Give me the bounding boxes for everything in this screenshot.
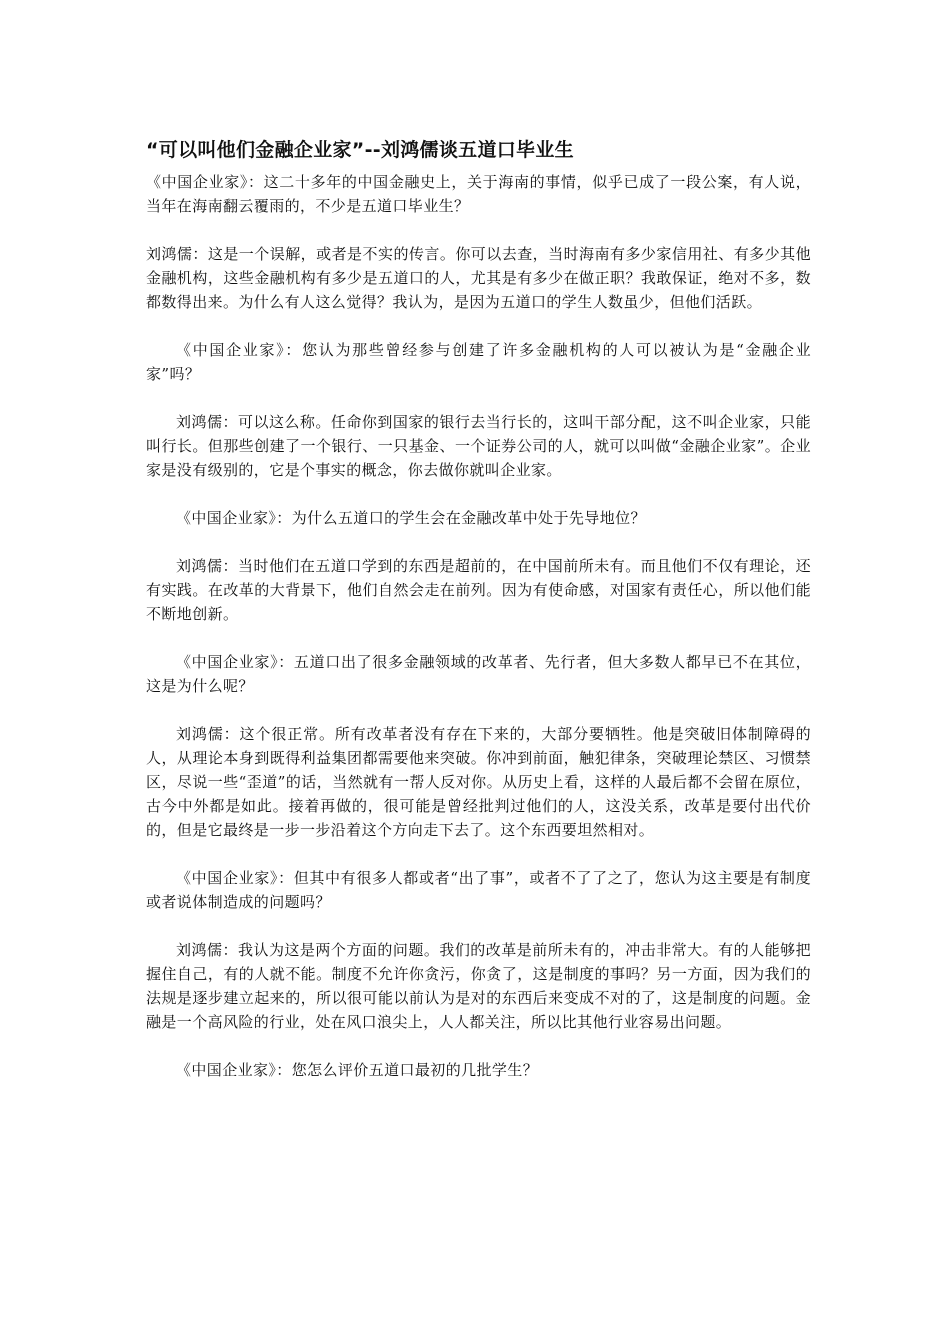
paragraph-10-answer: 刘鸿儒：我认为这是两个方面的问题。我们的改革是前所未有的，冲击非常大。有的人能够把握住自己，有的人就不能。制度不允许你贪污，你贪了，这是制度的事吗？另一方面，因为我们的法规是逐步建立起来的，所以很可能以前认为是对的东西后来变成不对的了，这是制度的问题。金融是一个高风险的行业，处在风口浪尖上，人人都关注，所以比其他行业容易出问题。 (146, 941, 811, 1031)
paragraph-8-answer: 刘鸿儒：这个很正常。所有改革者没有存在下来的，大部分要牺牲。他是突破旧体制障碍的人，从理论本身到既得利益集团都需要他来突破。你冲到前面，触犯律条，突破理论禁区、习惯禁区，尽说一些“歪道”的话，当然就有一帮人反对你。从历史上看，这样的人最后都不会留在原位，古今中外都是如此。接着再做的，很可能是曾经批判过他们的人，这没关系，改革是要付出代价的，但是它最终是一步一步沿着这个方向走下去了。这个东西要坦然相对。 (146, 725, 811, 839)
paragraph-1-question: 《中国企业家》：这二十多年的中国金融史上，关于海南的事情，似乎已成了一段公案，有人说，当年在海南翻云覆雨的，不少是五道口毕业生？ (146, 173, 811, 215)
document-title: “可以叫他们金融企业家”--刘鸿儒谈五道口毕业生 (146, 139, 574, 161)
paragraph-4-answer: 刘鸿儒：可以这么称。任命你到国家的银行去当行长的，这叫干部分配，这不叫企业家，只能叫行长。但那些创建了一个银行、一只基金、一个证券公司的人，就可以叫做“金融企业家”。企业家是没有级别的，它是个事实的概念，你去做你就叫企业家。 (146, 413, 811, 479)
paragraph-5-question: 《中国企业家》：为什么五道口的学生会在金融改革中处于先导地位？ (176, 509, 646, 527)
paragraph-6-answer: 刘鸿儒：当时他们在五道口学到的东西是超前的，在中国前所未有。而且他们不仅有理论，还有实践。在改革的大背景下，他们自然会走在前列。因为有使命感，对国家有责任心，所以他们能不断地创新。 (146, 557, 811, 623)
paragraph-2-answer: 刘鸿儒：这是一个误解，或者是不实的传言。你可以去查，当时海南有多少家信用社、有多少其他金融机构，这些金融机构有多少是五道口的人，尤其是有多少在做正职？我敢保证，绝对不多，数都数得出来。为什么有人这么觉得？我认为，是因为五道口的学生人数虽少，但他们活跃。 (146, 245, 811, 311)
paragraph-7-question: 《中国企业家》：五道口出了很多金融领域的改革者、先行者，但大多数人都早已不在其位，这是为什么呢？ (146, 653, 811, 695)
paragraph-11-question: 《中国企业家》：您怎么评价五道口最初的几批学生？ (176, 1061, 539, 1079)
paragraph-3-question: 《中国企业家》：您认为那些曾经参与创建了许多金融机构的人可以被认为是“金融企业家”吗？ (146, 341, 811, 383)
document-page (146, 136, 811, 1106)
paragraph-9-question: 《中国企业家》：但其中有很多人都或者“出了事”，或者不了了之了，您认为这主要是有制度或者说体制造成的问题吗？ (146, 869, 811, 911)
